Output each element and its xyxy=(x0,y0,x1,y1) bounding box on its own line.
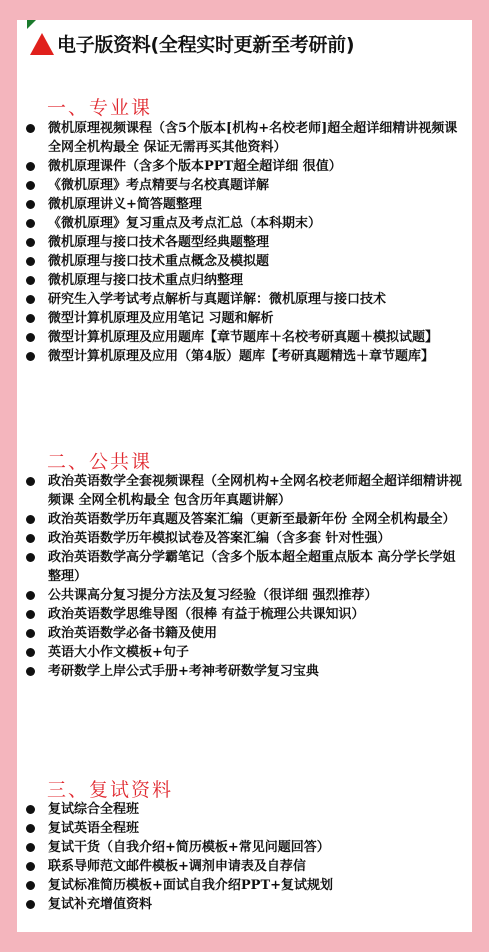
list-item: 复试补充增值资料 xyxy=(22,895,464,914)
warning-triangle-icon xyxy=(30,33,54,55)
list-item: 微机原理视频课程（含5个版本[机构+名校老师]超全超详细精讲视频课 全网全机构最全 保证无需再买其他资料） xyxy=(22,119,464,157)
corner-mark-icon xyxy=(27,20,36,29)
list-item: 政治英语数学必备书籍及使用 xyxy=(22,624,464,643)
list-item: 复试干货（自我介绍+简历模板+常见问题回答） xyxy=(22,838,464,857)
bullet-icon xyxy=(26,238,35,247)
page-title-text: 电子版资料(全程实时更新至考研前) xyxy=(57,34,355,56)
bullet-icon xyxy=(26,610,35,619)
list-item: 政治英语数学高分学霸笔记（含多个版本超全超重点版本 高分学长学姐整理） xyxy=(22,548,464,586)
section-title-retest: 三、复试资料 xyxy=(47,779,174,801)
list-item: 政治英语数学全套视频课程（全网机构+全网名校老师超全超详细精讲视频课 全网全机构最全 包含历年真题讲解） xyxy=(22,472,464,510)
list-item: 微机原理讲义+简答题整理 xyxy=(22,195,464,214)
bullet-icon xyxy=(26,534,35,543)
list-item: 复试综合全程班 xyxy=(22,800,464,819)
bullet-icon xyxy=(26,667,35,676)
bullet-icon xyxy=(26,477,35,486)
bullet-icon xyxy=(26,515,35,524)
bullet-icon xyxy=(26,352,35,361)
bullet-icon xyxy=(26,591,35,600)
bullet-icon xyxy=(26,881,35,890)
bullet-icon xyxy=(26,276,35,285)
list-item: 《微机原理》复习重点及考点汇总（本科期末） xyxy=(22,214,464,233)
section-title-major: 一、专业课 xyxy=(47,97,153,119)
section-list-retest xyxy=(22,800,464,914)
list-item: 政治英语数学历年真题及答案汇编（更新至最新年份 全网全机构最全） xyxy=(22,510,464,529)
list-item: 微型计算机原理及应用笔记 习题和解析 xyxy=(22,309,464,328)
section-title-public: 二、公共课 xyxy=(47,451,153,473)
bullet-icon xyxy=(26,629,35,638)
bullet-icon xyxy=(26,333,35,342)
list-item: 微机原理与接口技术重点概念及模拟题 xyxy=(22,252,464,271)
page-title xyxy=(30,30,470,57)
bullet-icon xyxy=(26,843,35,852)
list-item: 微型计算机原理及应用题库【章节题库＋名校考研真题＋模拟试题】 xyxy=(22,328,464,347)
bullet-icon xyxy=(26,124,35,133)
bullet-icon xyxy=(26,805,35,814)
bullet-icon xyxy=(26,862,35,871)
bullet-icon xyxy=(26,824,35,833)
bullet-icon xyxy=(26,200,35,209)
list-item: 政治英语数学历年模拟试卷及答案汇编（含多套 针对性强） xyxy=(22,529,464,548)
bullet-icon xyxy=(26,162,35,171)
bullet-icon xyxy=(26,314,35,323)
bullet-icon xyxy=(26,181,35,190)
section-list-major xyxy=(22,119,464,366)
bullet-icon xyxy=(26,553,35,562)
list-item: 政治英语数学思维导图（很棒 有益于梳理公共课知识） xyxy=(22,605,464,624)
list-item: 复试英语全程班 xyxy=(22,819,464,838)
bullet-icon xyxy=(26,295,35,304)
bullet-icon xyxy=(26,648,35,657)
list-item: 公共课高分复习提分方法及复习经验（很详细 强烈推荐） xyxy=(22,586,464,605)
list-item: 联系导师范文邮件模板+调剂申请表及自荐信 xyxy=(22,857,464,876)
list-item: 英语大小作文模板+句子 xyxy=(22,643,464,662)
bullet-icon xyxy=(26,219,35,228)
list-item: 微机原理与接口技术各题型经典题整理 xyxy=(22,233,464,252)
section-list-public xyxy=(22,472,464,681)
list-item: 复试标准简历模板+面试自我介绍PPT+复试规划 xyxy=(22,876,464,895)
list-item: 《微机原理》考点精要与名校真题详解 xyxy=(22,176,464,195)
list-item: 微机原理课件（含多个版本PPT超全超详细 很值） xyxy=(22,157,464,176)
list-item: 微型计算机原理及应用（第4版）题库【考研真题精选＋章节题库】 xyxy=(22,347,464,366)
list-item: 研究生入学考试考点解析与真题详解：微机原理与接口技术 xyxy=(22,290,464,309)
list-item: 微机原理与接口技术重点归纳整理 xyxy=(22,271,464,290)
bullet-icon xyxy=(26,900,35,909)
list-item: 考研数学上岸公式手册+考神考研数学复习宝典 xyxy=(22,662,464,681)
bullet-icon xyxy=(26,257,35,266)
